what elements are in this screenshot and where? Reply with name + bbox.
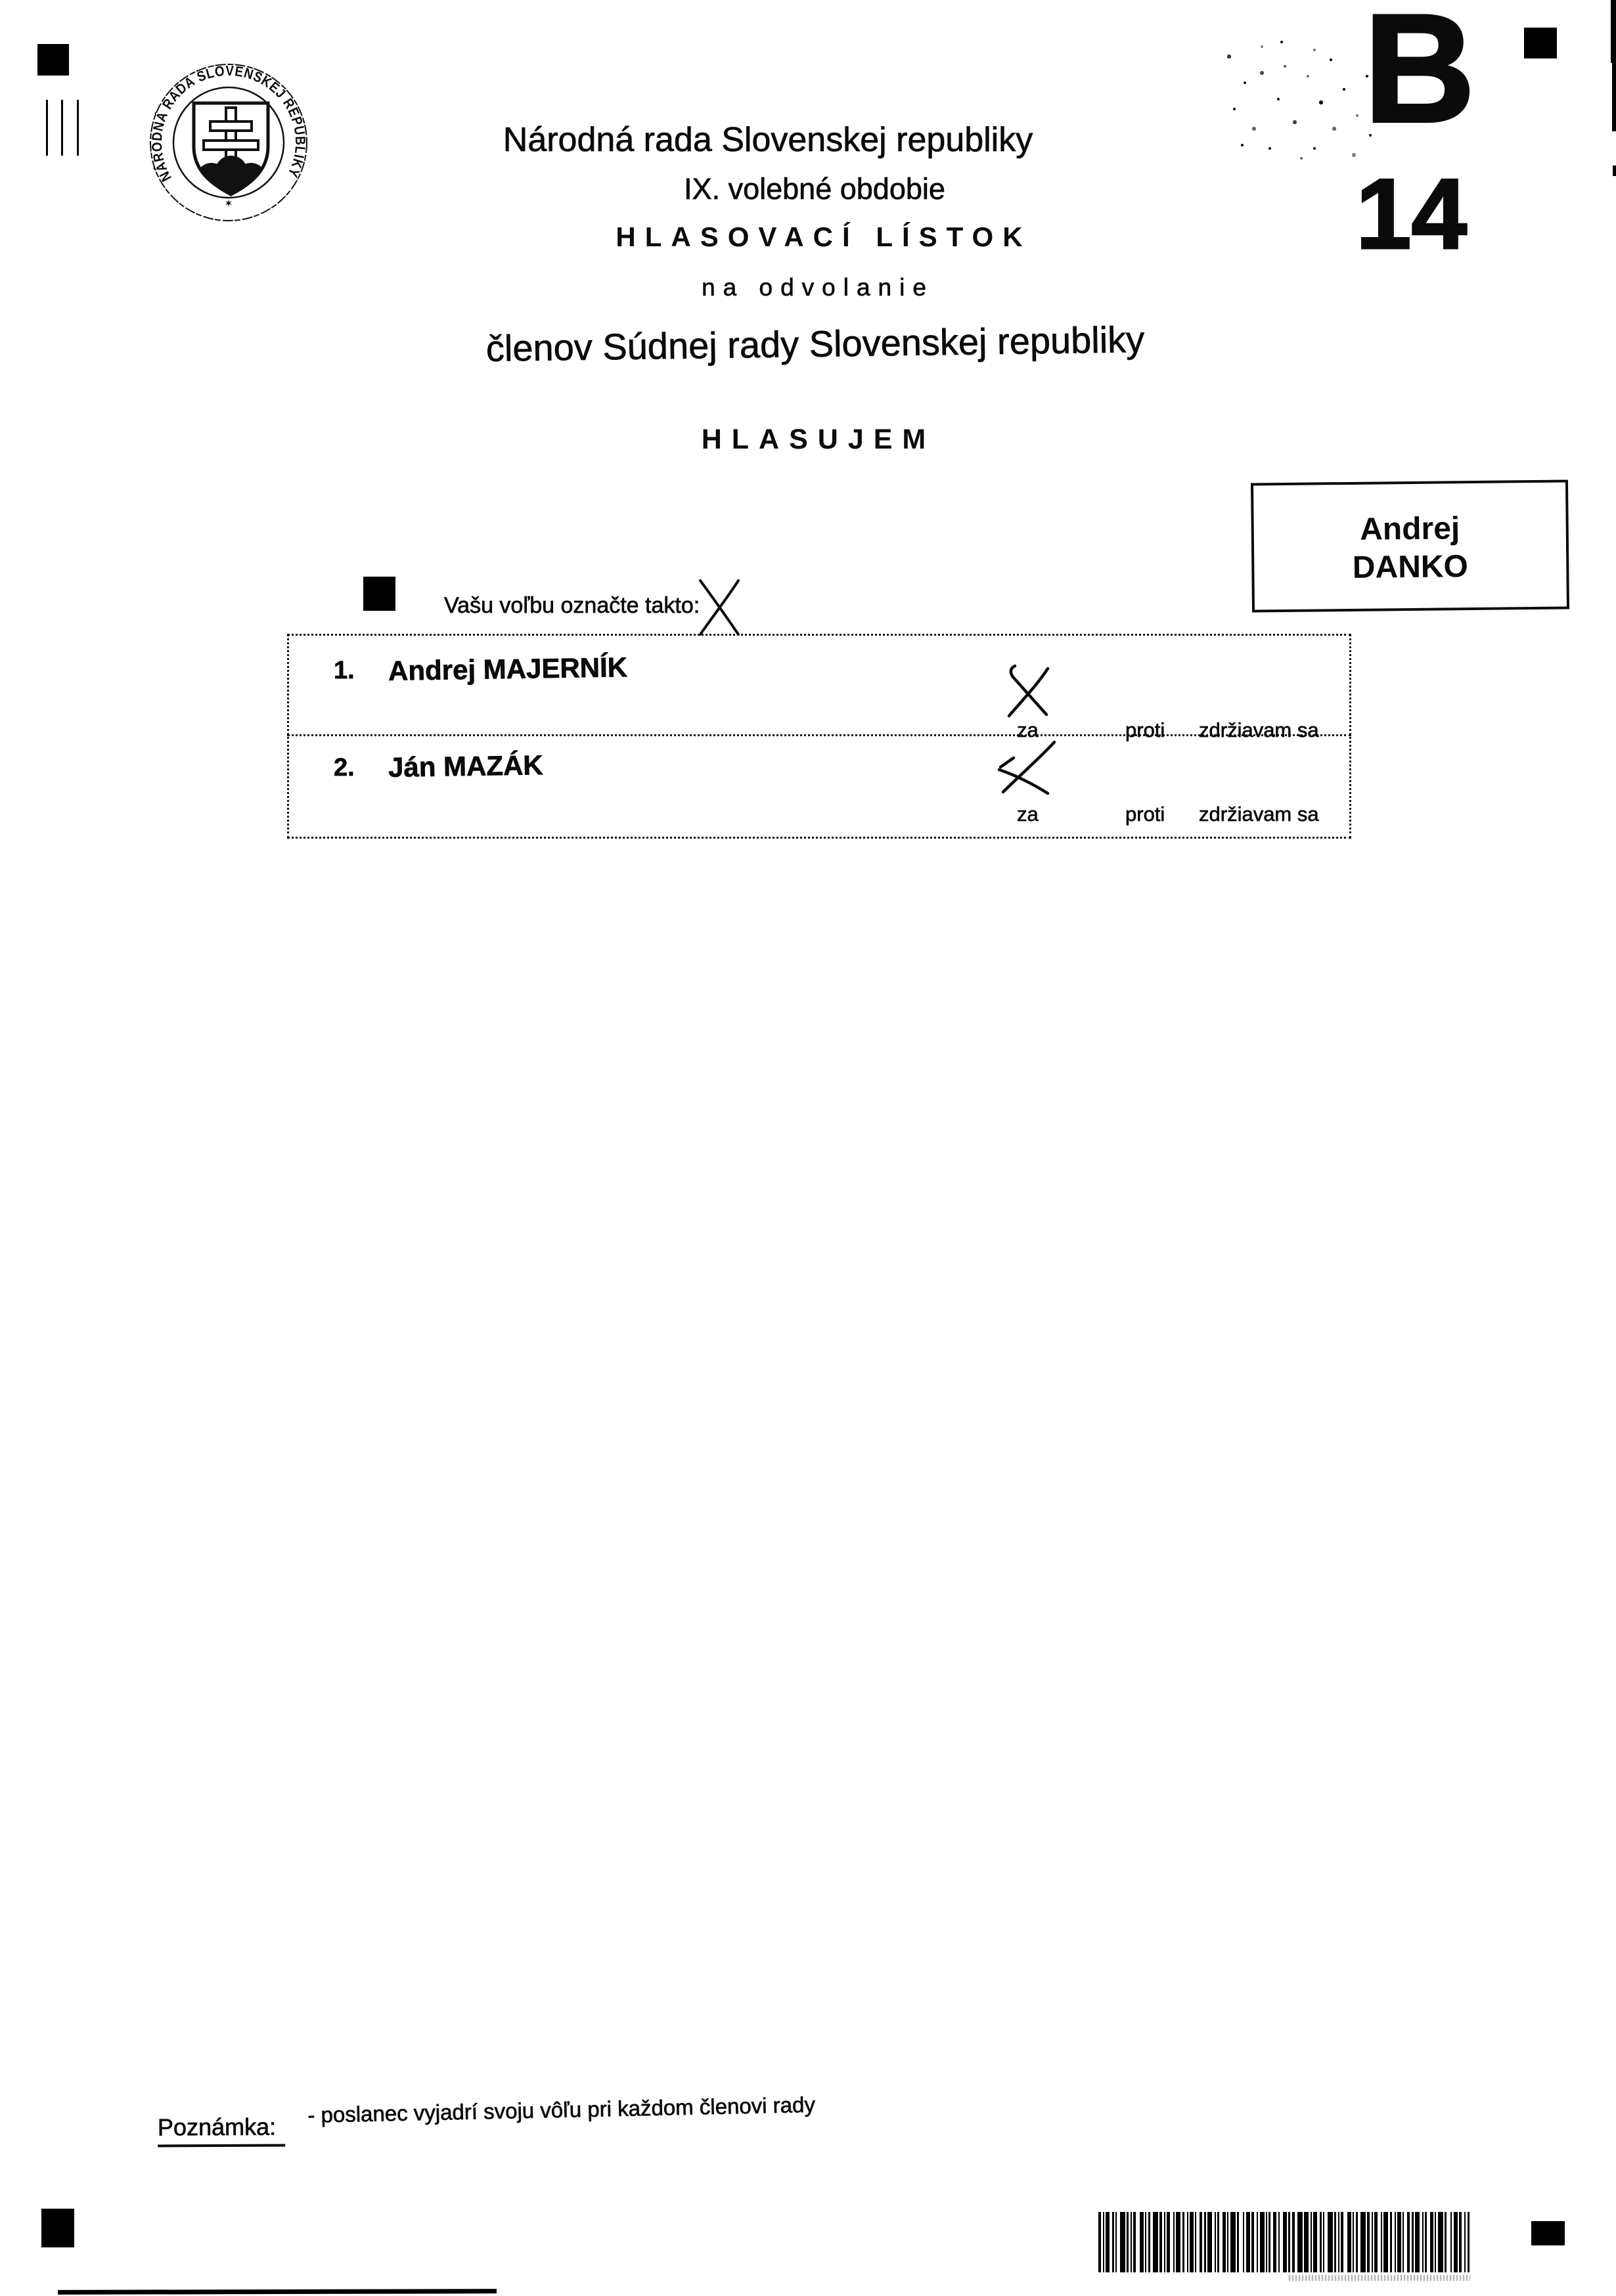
option-proti: proti <box>1125 803 1165 826</box>
organization-title: Národná rada Slovenskej republiky <box>503 121 1033 159</box>
series-letter: B <box>1364 0 1475 154</box>
candidate-name: Andrej MAJERNÍK <box>388 651 628 686</box>
registration-line <box>77 100 79 156</box>
corner-mark-top-right <box>1524 28 1557 58</box>
voter-first-name: Andrej <box>1359 511 1460 547</box>
footnote-label: Poznámka: <box>158 2113 285 2147</box>
row-number: 1. <box>334 657 355 684</box>
instruction-square-mark <box>363 577 395 611</box>
option-za: za <box>1017 803 1039 826</box>
corner-mark-top-left <box>37 44 69 76</box>
vote-heading: HLASUJEM <box>701 424 936 455</box>
seal-ring-text: NÁRODNÁ RADA SLOVENSKEJ REPUBLIKY <box>148 62 309 185</box>
corner-mark-bottom-left <box>41 2209 74 2247</box>
scan-edge-artifact <box>58 2289 497 2295</box>
option-za: za <box>1017 718 1039 741</box>
option-zdrziavam-sa: zdržiavam sa <box>1199 803 1319 826</box>
registration-line <box>46 100 48 156</box>
handwritten-x-mark-icon <box>995 740 1058 796</box>
scan-noise-speckles <box>1222 36 1223 37</box>
barcode-digits-smudge <box>1289 2275 1470 2281</box>
sample-x-icon <box>696 577 742 638</box>
corner-mark-bottom-right <box>1531 2221 1565 2245</box>
option-proti: proti <box>1125 718 1165 741</box>
seal-star: ✶ <box>224 198 233 210</box>
footnote-text: - poslanec vyjadrí svoju vôľu pri každom členovi rady <box>307 2092 816 2127</box>
nrsr-seal-icon <box>148 62 312 227</box>
option-zdrziavam-sa: zdržiavam sa <box>1199 718 1319 741</box>
scan-edge-artifact <box>1611 0 1616 63</box>
document-subtitle: na odvolanie <box>702 274 934 301</box>
scan-edge-artifact <box>1612 63 1616 131</box>
candidate-name: Ján MAZÁK <box>388 749 544 783</box>
row-number: 2. <box>334 754 355 782</box>
term-line: IX. volebné obdobie <box>684 172 945 206</box>
voter-name-box <box>1251 479 1569 612</box>
instruction-label: Vašu voľbu označte takto: <box>444 593 700 618</box>
document-title: HLASOVACÍ LÍSTOK <box>616 221 1032 252</box>
document-subject: členov Súdnej rady Slovenskej republiky <box>485 319 1145 369</box>
voter-last-name: DANKO <box>1352 549 1469 585</box>
registration-line <box>61 100 63 156</box>
handwritten-x-mark-icon <box>1003 662 1057 718</box>
row-divider <box>287 734 1351 736</box>
barcode <box>1098 2212 1470 2272</box>
ballot-number: 14 <box>1356 158 1468 270</box>
scan-edge-artifact <box>1613 166 1616 176</box>
ballot-table <box>287 634 1351 839</box>
